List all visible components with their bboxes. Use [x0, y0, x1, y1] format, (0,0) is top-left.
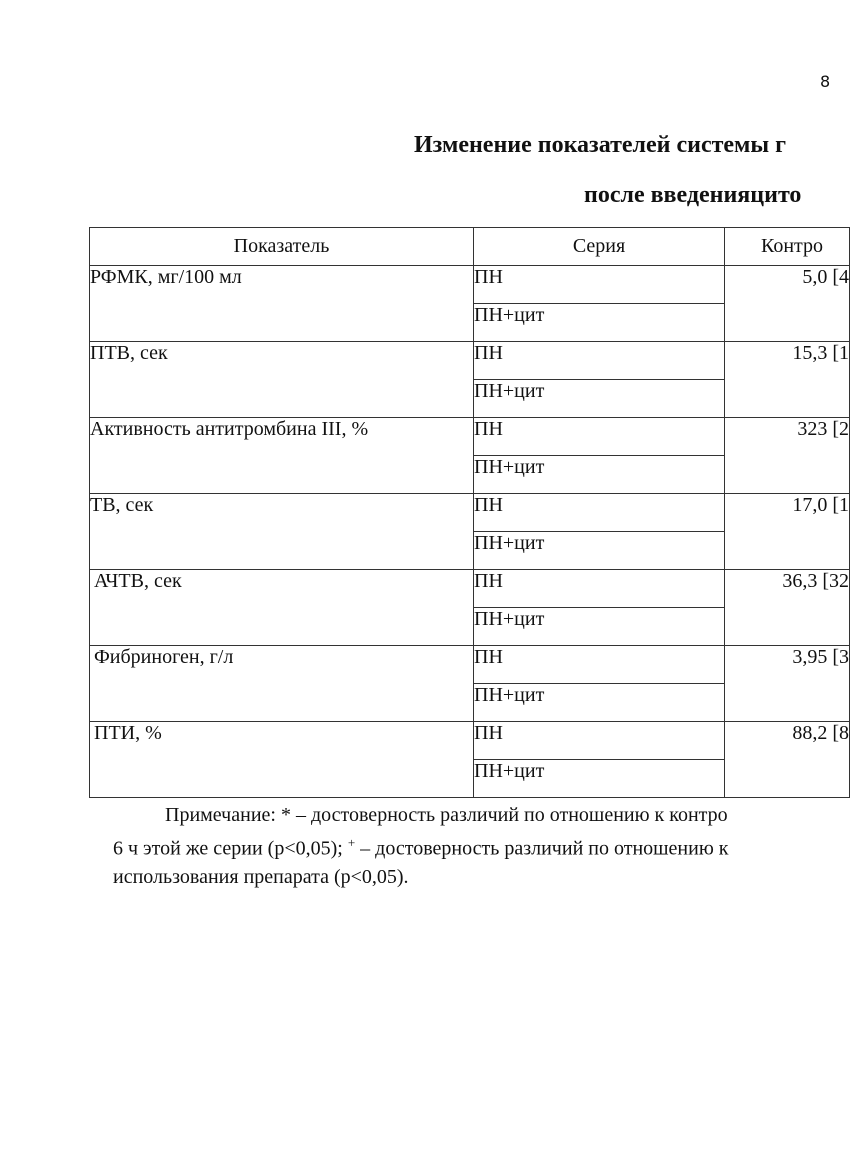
row-control-value: 88,2 [8	[725, 722, 850, 798]
header-series: Серия	[474, 228, 725, 266]
row-indicator: АЧТВ, сек	[90, 570, 474, 646]
note-line-1-text: Примечание: * – достоверность различий по отношению к контро	[165, 804, 728, 826]
row-control-value: 3,95 [3	[725, 646, 850, 722]
row-series-pn: ПН	[474, 494, 725, 532]
header-indicator: Показатель	[90, 228, 474, 266]
note-line-2-part-2: – достоверность различий по отношению к	[355, 837, 729, 860]
row-indicator: ПТИ, %	[90, 722, 474, 798]
row-control-value: 5,0 [4	[725, 266, 850, 342]
data-table	[89, 227, 850, 798]
table-title-line-2: после введенияцито	[584, 182, 802, 208]
page-number: 8	[820, 72, 831, 91]
table-row	[90, 342, 850, 380]
note-line-1	[113, 801, 843, 829]
row-series-pn-cit: ПН+цит	[474, 760, 725, 798]
note-line-2-part-1: 6 ч этой же серии (р<0,05);	[113, 837, 348, 860]
table-row	[90, 266, 850, 304]
table-row	[90, 418, 850, 456]
row-control-value: 17,0 [1	[725, 494, 850, 570]
row-series-pn: ПН	[474, 570, 725, 608]
row-indicator: Фибриноген, г/л	[90, 646, 474, 722]
note-line-3: использования препарата (р<0,05).	[113, 865, 409, 888]
data-table-container	[89, 227, 849, 799]
table-row	[90, 494, 850, 532]
table-row	[90, 646, 850, 684]
row-series-pn-cit: ПН+цит	[474, 532, 725, 570]
table-title-line-1: Изменение показателей системы г	[414, 132, 787, 158]
row-series-pn-cit: ПН+цит	[474, 684, 725, 722]
row-series-pn: ПН	[474, 646, 725, 684]
row-series-pn: ПН	[474, 722, 725, 760]
row-indicator: ТВ, сек	[90, 494, 474, 570]
row-control-value: 36,3 [32	[725, 570, 850, 646]
row-indicator: ПТВ, сек	[90, 342, 474, 418]
row-series-pn-cit: ПН+цит	[474, 304, 725, 342]
table-row	[90, 722, 850, 760]
table-note	[113, 801, 843, 891]
row-series-pn: ПН	[474, 418, 725, 456]
row-indicator: Активность антитромбина III, %	[90, 418, 474, 494]
table-header-row	[90, 228, 850, 266]
row-series-pn-cit: ПН+цит	[474, 608, 725, 646]
note-line-2	[113, 829, 843, 863]
row-series-pn-cit: ПН+цит	[474, 380, 725, 418]
row-series-pn-cit: ПН+цит	[474, 456, 725, 494]
row-indicator: РФМК, мг/100 мл	[90, 266, 474, 342]
row-series-pn: ПН	[474, 342, 725, 380]
table-row	[90, 570, 850, 608]
row-control-value: 323 [2	[725, 418, 850, 494]
row-control-value: 15,3 [1	[725, 342, 850, 418]
plus-superscript: +	[347, 835, 356, 850]
header-control: Контро	[725, 228, 850, 266]
row-series-pn: ПН	[474, 266, 725, 304]
